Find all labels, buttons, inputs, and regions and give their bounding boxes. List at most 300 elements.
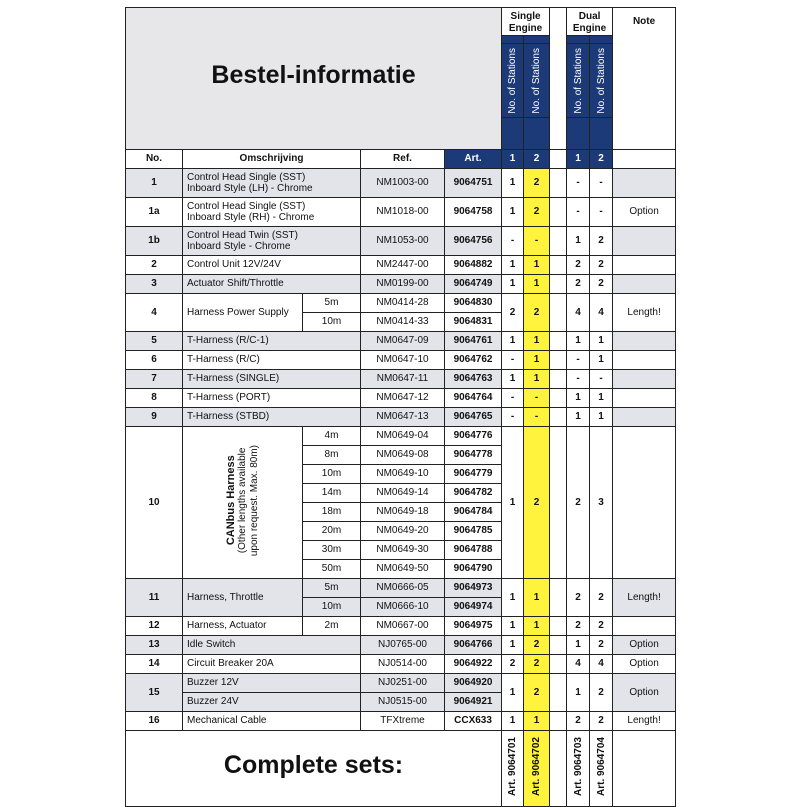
qty-single-1: 1 bbox=[502, 578, 524, 616]
qty-dual-2: 1 bbox=[590, 407, 613, 426]
note-cell bbox=[613, 730, 676, 806]
qty-single-2: 2 bbox=[524, 426, 550, 578]
qty-dual-1: 2 bbox=[567, 616, 590, 635]
qty-single-2: 2 bbox=[524, 293, 550, 331]
qty-dual-2: 2 bbox=[590, 255, 613, 274]
note-cell bbox=[613, 331, 676, 350]
description-cell bbox=[183, 197, 361, 226]
col-s2-header: 2 bbox=[524, 149, 550, 168]
qty-dual-2: 2 bbox=[590, 616, 613, 635]
description-line: T-Harness (R/C) bbox=[187, 354, 260, 366]
art-cell: 9064975 bbox=[445, 616, 502, 635]
description-line: T-Harness (PORT) bbox=[187, 392, 271, 404]
description-line: Harness Power Supply bbox=[187, 306, 289, 318]
table-row bbox=[126, 654, 676, 673]
description-line: T-Harness (R/C-1) bbox=[187, 335, 269, 347]
s1-blue-top bbox=[502, 36, 524, 44]
row-number: 6 bbox=[126, 350, 183, 369]
art-cell: 9064974 bbox=[445, 597, 502, 616]
single-engine-header: Single Engine bbox=[502, 8, 550, 36]
table-row bbox=[126, 274, 676, 293]
stations-d1 bbox=[567, 44, 590, 118]
row-number: 5 bbox=[126, 331, 183, 350]
table-row bbox=[126, 293, 676, 312]
complete-sets-cell bbox=[126, 730, 502, 806]
row-number: 8 bbox=[126, 388, 183, 407]
row-number: 2 bbox=[126, 255, 183, 274]
qty-dual-2: 4 bbox=[590, 293, 613, 331]
canbus-subtitle: (Other lengths available upon request. Max. 80m) bbox=[236, 445, 260, 557]
row-number: 10 bbox=[126, 426, 183, 578]
qty-single-1: 1 bbox=[502, 426, 524, 578]
description-cell: Buzzer 12V bbox=[183, 673, 361, 692]
length-cell: 14m bbox=[303, 483, 361, 502]
row-number: 7 bbox=[126, 369, 183, 388]
row-number: 13 bbox=[126, 635, 183, 654]
ref-cell: NM2447-00 bbox=[361, 255, 445, 274]
qty-dual-2: 1 bbox=[590, 350, 613, 369]
description-line: T-Harness (SINGLE) bbox=[187, 373, 280, 385]
note-cell bbox=[613, 369, 676, 388]
note-cell bbox=[613, 350, 676, 369]
col-d1-header: 1 bbox=[567, 149, 590, 168]
row-number: 15 bbox=[126, 673, 183, 711]
description-cell bbox=[183, 654, 361, 673]
art-cell: 9064776 bbox=[445, 426, 502, 445]
length-cell: 10m bbox=[303, 312, 361, 331]
length-cell: 18m bbox=[303, 502, 361, 521]
qty-dual-1: - bbox=[567, 350, 590, 369]
table-row bbox=[126, 407, 676, 426]
ref-cell: NM0667-00 bbox=[361, 616, 445, 635]
ref-cell: NM0649-30 bbox=[361, 540, 445, 559]
col-no-header: No. bbox=[126, 149, 183, 168]
description-cell bbox=[183, 711, 361, 730]
art-cell: 9064921 bbox=[445, 692, 502, 711]
row-number: 3 bbox=[126, 274, 183, 293]
col-art-header: Art. bbox=[445, 149, 502, 168]
description-cell bbox=[183, 168, 361, 197]
row-number: 12 bbox=[126, 616, 183, 635]
ref-cell: TFXtreme bbox=[361, 711, 445, 730]
ref-cell: NM0647-09 bbox=[361, 331, 445, 350]
order-info-sheet bbox=[125, 7, 675, 797]
spacer-col bbox=[550, 730, 567, 806]
col-ref-header: Ref. bbox=[361, 149, 445, 168]
d2-blue-bottom bbox=[590, 117, 613, 149]
spacer-col bbox=[550, 407, 567, 426]
length-cell: 10m bbox=[303, 464, 361, 483]
complete-set-s2 bbox=[524, 730, 550, 806]
complete-set-art: Art. 9064704 bbox=[595, 737, 607, 797]
qty-dual-2: 2 bbox=[590, 673, 613, 711]
row-number: 4 bbox=[126, 293, 183, 331]
description-line: Control Head Single (SST) bbox=[187, 200, 306, 212]
qty-single-2: 2 bbox=[524, 197, 550, 226]
ref-cell: NM1003-00 bbox=[361, 168, 445, 197]
description-cell bbox=[183, 388, 361, 407]
s2-blue-bottom bbox=[524, 117, 550, 149]
length-cell: 20m bbox=[303, 521, 361, 540]
spacer-col bbox=[550, 255, 567, 274]
art-cell: 9064749 bbox=[445, 274, 502, 293]
description-cell bbox=[183, 255, 361, 274]
qty-single-1: 1 bbox=[502, 369, 524, 388]
table-row bbox=[126, 616, 676, 635]
ref-cell: NM0647-11 bbox=[361, 369, 445, 388]
spacer-col bbox=[550, 578, 567, 616]
row-number: 1b bbox=[126, 226, 183, 255]
length-cell: 8m bbox=[303, 445, 361, 464]
qty-dual-2: - bbox=[590, 197, 613, 226]
art-cell: 9064788 bbox=[445, 540, 502, 559]
note-cell bbox=[613, 388, 676, 407]
art-cell: 9064922 bbox=[445, 654, 502, 673]
art-cell: 9064758 bbox=[445, 197, 502, 226]
complete-set-d2 bbox=[590, 730, 613, 806]
spacer-col bbox=[550, 616, 567, 635]
qty-dual-1: 1 bbox=[567, 635, 590, 654]
stations-label: No. of Stations bbox=[531, 48, 543, 114]
note-cell bbox=[613, 616, 676, 635]
length-cell: 30m bbox=[303, 540, 361, 559]
art-cell: 9064751 bbox=[445, 168, 502, 197]
qty-single-1: - bbox=[502, 226, 524, 255]
qty-dual-1: 1 bbox=[567, 226, 590, 255]
complete-sets-label: Complete sets: bbox=[223, 751, 404, 780]
qty-dual-1: 2 bbox=[567, 426, 590, 578]
table-row bbox=[126, 635, 676, 654]
art-cell: 9064766 bbox=[445, 635, 502, 654]
qty-single-1: 1 bbox=[502, 331, 524, 350]
table-row bbox=[126, 369, 676, 388]
description-cell bbox=[183, 369, 361, 388]
table-row bbox=[126, 711, 676, 730]
spacer-col bbox=[550, 654, 567, 673]
qty-single-2: 1 bbox=[524, 255, 550, 274]
note-cell bbox=[613, 255, 676, 274]
title-cell bbox=[126, 8, 502, 150]
description-line: Control Head Twin (SST) bbox=[187, 229, 298, 241]
complete-set-art: Art. 9064702 bbox=[531, 737, 543, 797]
spacer-col bbox=[550, 226, 567, 255]
row-number: 11 bbox=[126, 578, 183, 616]
art-cell: 9064790 bbox=[445, 559, 502, 578]
description-line: Mechanical Cable bbox=[187, 715, 267, 727]
length-cell: 10m bbox=[303, 597, 361, 616]
qty-dual-1: 4 bbox=[567, 293, 590, 331]
art-cell: 9064778 bbox=[445, 445, 502, 464]
qty-single-2: - bbox=[524, 388, 550, 407]
row-number: 14 bbox=[126, 654, 183, 673]
art-cell: 9064830 bbox=[445, 293, 502, 312]
qty-dual-1: 1 bbox=[567, 388, 590, 407]
qty-single-1: - bbox=[502, 388, 524, 407]
qty-dual-1: 1 bbox=[567, 673, 590, 711]
row-number: 16 bbox=[126, 711, 183, 730]
spacer-col bbox=[550, 388, 567, 407]
art-cell: 9064765 bbox=[445, 407, 502, 426]
spacer-col bbox=[550, 274, 567, 293]
stations-label: No. of Stations bbox=[595, 48, 607, 114]
qty-single-1: 1 bbox=[502, 274, 524, 293]
art-cell: 9064764 bbox=[445, 388, 502, 407]
description-line: Harness, Actuator bbox=[187, 620, 267, 632]
description-cell bbox=[183, 407, 361, 426]
description-cell bbox=[183, 350, 361, 369]
art-cell: 9064882 bbox=[445, 255, 502, 274]
description-cell bbox=[183, 331, 361, 350]
complete-set-art: Art. 9064703 bbox=[572, 737, 584, 797]
ref-cell: NM0647-10 bbox=[361, 350, 445, 369]
qty-single-2: 1 bbox=[524, 578, 550, 616]
qty-single-2: 1 bbox=[524, 350, 550, 369]
ref-cell: NM0649-04 bbox=[361, 426, 445, 445]
qty-single-2: 2 bbox=[524, 635, 550, 654]
complete-set-art: Art. 9064701 bbox=[507, 737, 519, 797]
stations-label: No. of Stations bbox=[572, 48, 584, 114]
description-cell bbox=[183, 635, 361, 654]
qty-single-1: 1 bbox=[502, 255, 524, 274]
art-cell: 9064782 bbox=[445, 483, 502, 502]
description-line: Inboard Style (LH) - Chrome bbox=[187, 182, 313, 194]
spacer-col bbox=[550, 635, 567, 654]
col-s1-header: 1 bbox=[502, 149, 524, 168]
qty-dual-1: 2 bbox=[567, 711, 590, 730]
art-cell: 9064920 bbox=[445, 673, 502, 692]
qty-single-1: 1 bbox=[502, 635, 524, 654]
table-row bbox=[126, 350, 676, 369]
qty-dual-1: - bbox=[567, 369, 590, 388]
ref-cell: NM1018-00 bbox=[361, 197, 445, 226]
table-row bbox=[126, 673, 676, 692]
art-cell: 9064784 bbox=[445, 502, 502, 521]
qty-dual-1: 2 bbox=[567, 274, 590, 293]
qty-dual-1: - bbox=[567, 197, 590, 226]
spacer-col bbox=[550, 197, 567, 226]
row-number: 1a bbox=[126, 197, 183, 226]
qty-dual-2: 2 bbox=[590, 274, 613, 293]
ref-cell: NM0649-14 bbox=[361, 483, 445, 502]
length-cell: 50m bbox=[303, 559, 361, 578]
description-line: Control Head Single (SST) bbox=[187, 171, 306, 183]
qty-single-1: 2 bbox=[502, 293, 524, 331]
qty-dual-2: 3 bbox=[590, 426, 613, 578]
col-d2-header: 2 bbox=[590, 149, 613, 168]
ref-cell: NM0414-28 bbox=[361, 293, 445, 312]
qty-dual-2: 1 bbox=[590, 388, 613, 407]
qty-dual-1: 2 bbox=[567, 578, 590, 616]
ref-cell: NM0649-08 bbox=[361, 445, 445, 464]
complete-set-s1 bbox=[502, 730, 524, 806]
qty-single-2: 1 bbox=[524, 369, 550, 388]
description-cell bbox=[183, 226, 361, 255]
qty-dual-1: 1 bbox=[567, 331, 590, 350]
ref-cell: NM0649-20 bbox=[361, 521, 445, 540]
stations-s1 bbox=[502, 44, 524, 118]
description-line: T-Harness (STBD) bbox=[187, 411, 270, 423]
qty-dual-2: 2 bbox=[590, 635, 613, 654]
s2-blue-top bbox=[524, 36, 550, 44]
qty-single-1: 1 bbox=[502, 616, 524, 635]
stations-label: No. of Stations bbox=[507, 48, 519, 114]
art-cell: 9064762 bbox=[445, 350, 502, 369]
ref-cell: NM0414-33 bbox=[361, 312, 445, 331]
qty-single-1: 1 bbox=[502, 711, 524, 730]
table-row bbox=[126, 331, 676, 350]
canbus-label bbox=[225, 445, 261, 556]
note-cell bbox=[613, 407, 676, 426]
ref-cell: NJ0765-00 bbox=[361, 635, 445, 654]
note-cell bbox=[613, 226, 676, 255]
qty-single-2: 2 bbox=[524, 168, 550, 197]
qty-single-2: 1 bbox=[524, 274, 550, 293]
art-cell: 9064763 bbox=[445, 369, 502, 388]
table-row bbox=[126, 168, 676, 197]
note-cell: Length! bbox=[613, 293, 676, 331]
canbus-title: CANbus Harness bbox=[224, 455, 237, 546]
spacer-col bbox=[550, 369, 567, 388]
complete-sets-row bbox=[126, 730, 676, 806]
ref-cell: NM0649-10 bbox=[361, 464, 445, 483]
qty-single-2: 2 bbox=[524, 654, 550, 673]
note-cell: Option bbox=[613, 635, 676, 654]
art-cell: CCX633 bbox=[445, 711, 502, 730]
note-cell: Option bbox=[613, 197, 676, 226]
spacer-col bbox=[550, 673, 567, 711]
description-line: Harness, Throttle bbox=[187, 591, 264, 603]
group-header-row bbox=[126, 8, 676, 36]
description-line: Actuator Shift/Throttle bbox=[187, 278, 284, 290]
length-cell: 5m bbox=[303, 293, 361, 312]
row-number: 9 bbox=[126, 407, 183, 426]
spacer-col bbox=[550, 293, 567, 331]
description-cell bbox=[183, 293, 303, 331]
description-line: Inboard Style - Chrome bbox=[187, 240, 291, 252]
ref-cell: NM1053-00 bbox=[361, 226, 445, 255]
s1-blue-bottom bbox=[502, 117, 524, 149]
qty-single-2: 2 bbox=[524, 673, 550, 711]
description-line: Circuit Breaker 20A bbox=[187, 658, 274, 670]
table-row bbox=[126, 578, 676, 597]
complete-set-d1 bbox=[567, 730, 590, 806]
qty-dual-1: 4 bbox=[567, 654, 590, 673]
qty-single-1: 2 bbox=[502, 654, 524, 673]
ref-cell: NM0199-00 bbox=[361, 274, 445, 293]
ref-cell: NM0666-10 bbox=[361, 597, 445, 616]
column-header-row bbox=[126, 149, 676, 168]
qty-dual-2: 2 bbox=[590, 226, 613, 255]
art-cell: 9064756 bbox=[445, 226, 502, 255]
ref-cell: NJ0251-00 bbox=[361, 673, 445, 692]
d2-blue-top bbox=[590, 36, 613, 44]
spacer-col bbox=[550, 426, 567, 578]
qty-dual-2: - bbox=[590, 168, 613, 197]
length-cell: 2m bbox=[303, 616, 361, 635]
ref-cell: NJ0514-00 bbox=[361, 654, 445, 673]
dual-engine-header: Dual Engine bbox=[567, 8, 613, 36]
description-line: Idle Switch bbox=[187, 639, 236, 651]
qty-dual-1: 2 bbox=[567, 255, 590, 274]
note-cell bbox=[613, 426, 676, 578]
art-cell: 9064831 bbox=[445, 312, 502, 331]
art-cell: 9064973 bbox=[445, 578, 502, 597]
qty-single-2: 1 bbox=[524, 616, 550, 635]
length-cell: 4m bbox=[303, 426, 361, 445]
note-cell: Length! bbox=[613, 711, 676, 730]
description-cell bbox=[183, 616, 303, 635]
order-table bbox=[125, 7, 676, 807]
ref-cell: NM0649-18 bbox=[361, 502, 445, 521]
qty-single-1: - bbox=[502, 407, 524, 426]
qty-single-2: 1 bbox=[524, 711, 550, 730]
table-row bbox=[126, 255, 676, 274]
table-row bbox=[126, 388, 676, 407]
description-cell bbox=[183, 578, 303, 616]
art-cell: 9064785 bbox=[445, 521, 502, 540]
qty-dual-2: 2 bbox=[590, 578, 613, 616]
qty-single-2: 1 bbox=[524, 331, 550, 350]
qty-dual-2: 2 bbox=[590, 711, 613, 730]
note-cell bbox=[613, 274, 676, 293]
row-number: 1 bbox=[126, 168, 183, 197]
ref-cell: NM0649-50 bbox=[361, 559, 445, 578]
qty-dual-2: - bbox=[590, 369, 613, 388]
d1-blue-top bbox=[567, 36, 590, 44]
note-cell: Option bbox=[613, 673, 676, 711]
qty-single-2: - bbox=[524, 407, 550, 426]
description-cell bbox=[183, 274, 361, 293]
length-cell: 5m bbox=[303, 578, 361, 597]
note-cell: Length! bbox=[613, 578, 676, 616]
qty-dual-1: 1 bbox=[567, 407, 590, 426]
qty-dual-2: 1 bbox=[590, 331, 613, 350]
spacer-col bbox=[550, 331, 567, 350]
art-cell: 9064761 bbox=[445, 331, 502, 350]
stations-d2 bbox=[590, 44, 613, 118]
spacer-col bbox=[550, 711, 567, 730]
qty-dual-1: - bbox=[567, 168, 590, 197]
qty-dual-2: 4 bbox=[590, 654, 613, 673]
ref-cell: NJ0515-00 bbox=[361, 692, 445, 711]
table-row bbox=[126, 197, 676, 226]
spacer-col bbox=[550, 149, 567, 168]
col-note-header bbox=[613, 149, 676, 168]
description-line: Control Unit 12V/24V bbox=[187, 259, 281, 271]
table-row bbox=[126, 226, 676, 255]
page-title: Bestel-informatie bbox=[211, 61, 416, 90]
ref-cell: NM0666-05 bbox=[361, 578, 445, 597]
spacer-col bbox=[550, 350, 567, 369]
description-line: Inboard Style (RH) - Chrome bbox=[187, 211, 315, 223]
col-omschrijving-header: Omschrijving bbox=[183, 149, 361, 168]
d1-blue-bottom bbox=[567, 117, 590, 149]
qty-single-2: - bbox=[524, 226, 550, 255]
qty-single-1: 1 bbox=[502, 168, 524, 197]
spacer-col bbox=[550, 8, 567, 150]
note-cell bbox=[613, 168, 676, 197]
qty-single-1: 1 bbox=[502, 673, 524, 711]
ref-cell: NM0647-12 bbox=[361, 388, 445, 407]
description-cell: Buzzer 24V bbox=[183, 692, 361, 711]
qty-single-1: - bbox=[502, 350, 524, 369]
note-cell: Option bbox=[613, 654, 676, 673]
spacer-col bbox=[550, 168, 567, 197]
art-cell: 9064779 bbox=[445, 464, 502, 483]
ref-cell: NM0647-13 bbox=[361, 407, 445, 426]
table-row bbox=[126, 426, 676, 445]
stations-s2 bbox=[524, 44, 550, 118]
